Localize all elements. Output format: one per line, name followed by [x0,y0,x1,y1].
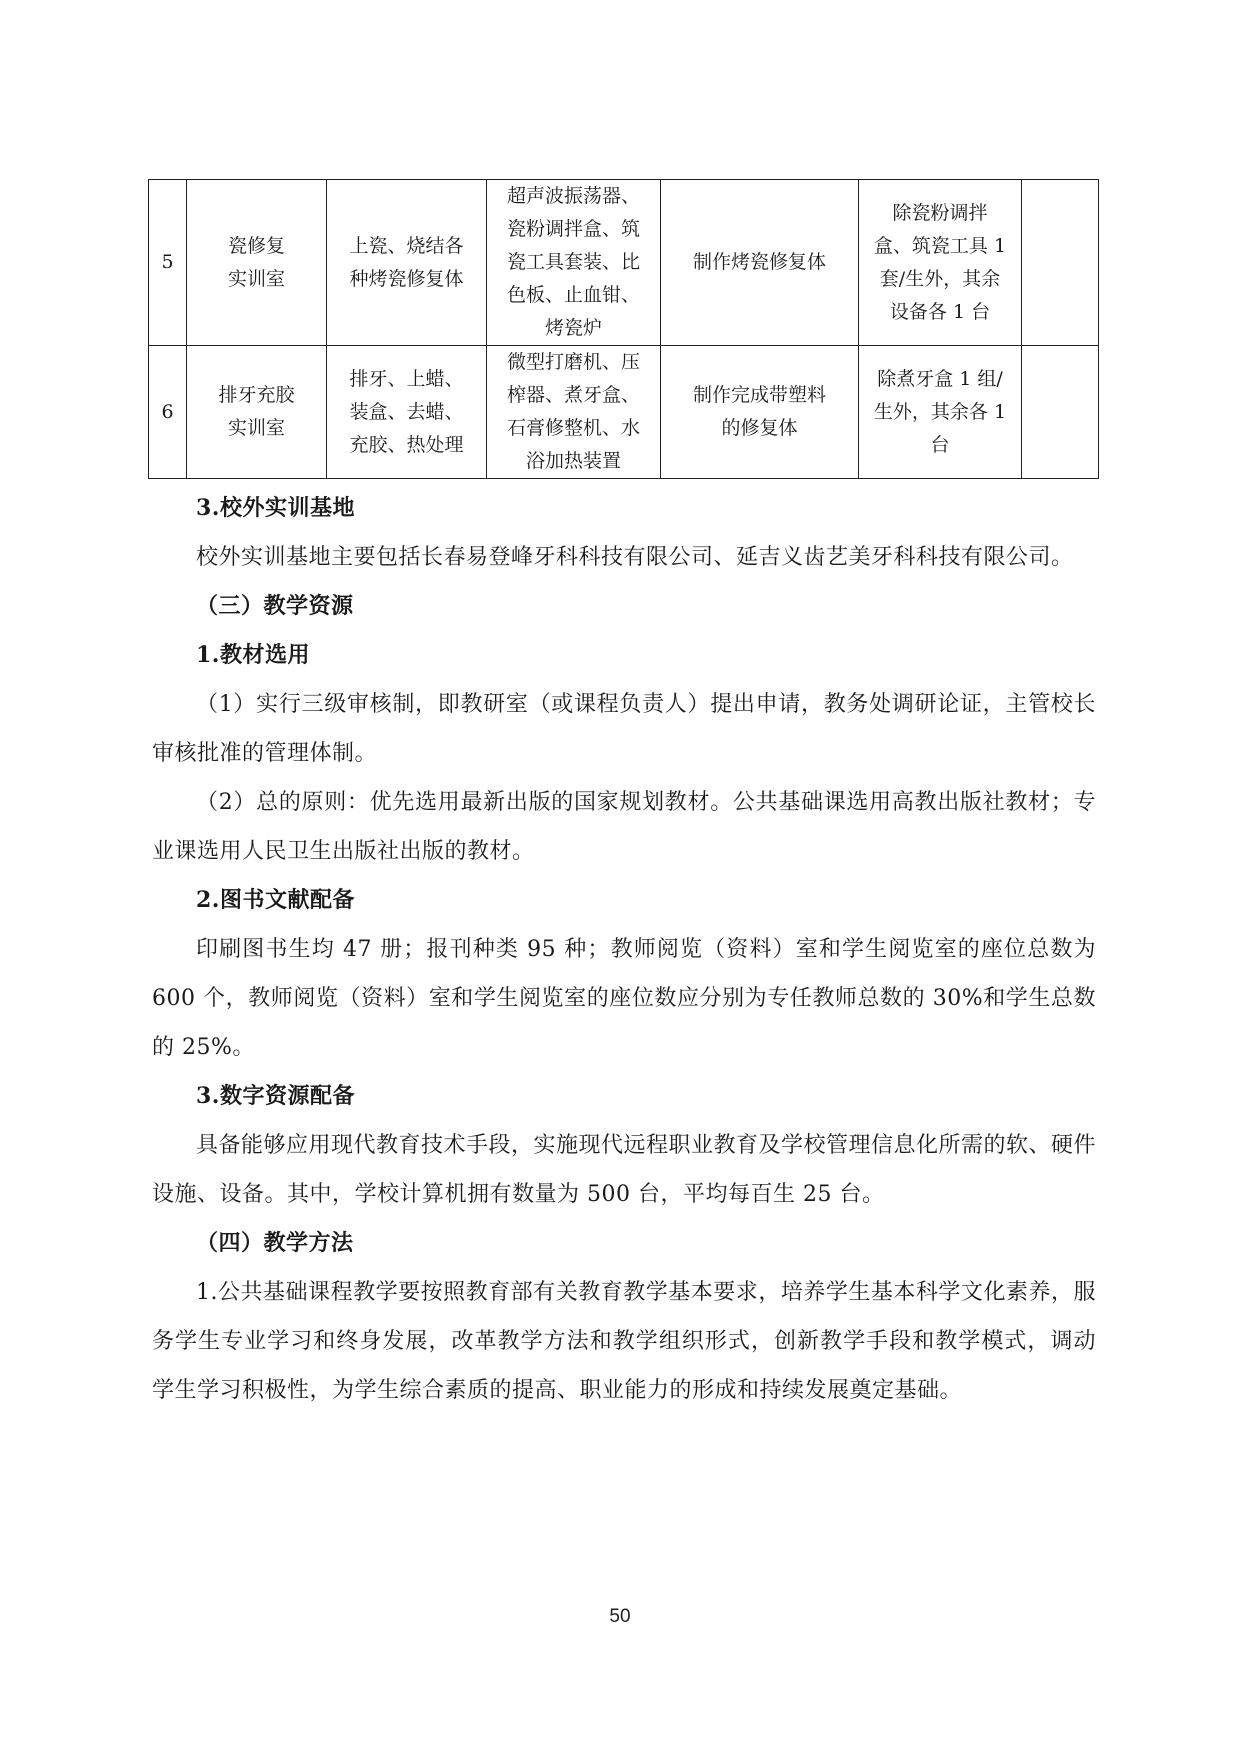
room-task: 制作烤瓷修复体 [661,180,859,346]
paragraph: 校外实训基地主要包括长春易登峰牙科科技有限公司、延吉义齿艺美牙科科技有限公司。 [196,545,1074,570]
section-heading: （四）教学方法 [196,1230,354,1256]
room-task: 制作完成带塑料 的修复体 [661,346,859,479]
room-equipment: 超声波振荡器、 瓷粉调拌盒、筑 瓷工具套装、比 色板、止血钳、 烤瓷炉 [487,180,661,346]
paragraph: 具备能够应用现代教育技术手段，实施现代远程职业教育及学校管理信息化所需的软、硬件设施、设备。其中，学校计算机拥有数量为 500 台，平均每百生 25 台。 [152,1133,1097,1207]
room-function: 排牙、上蜡、 装盒、去蜡、 充胶、热处理 [327,346,487,479]
paragraph: （2）总的原则：优先选用最新出版的国家规划教材。公共基础课选用高教出版社教材；专业课选用人民卫生出版社出版的教材。 [152,790,1096,864]
section-heading: 3.数字资源配备 [196,1083,355,1109]
room-quantity: 除煮牙盒 1 组/ 生外，其余各 1 台 [859,346,1022,479]
paragraph: 1.公共基础课程教学要按照教育部有关教育教学基本要求，培养学生基本科学文化素养，服务学生专业学习和终身发展，改革教学方法和教学组织形式，创新教学手段和教学模式，调动学生学习积极性，为学生综合素质的提高、职业能力的形成和持续发展奠定基础。 [152,1280,1096,1403]
row-number: 5 [149,180,187,346]
table-row [149,346,1099,479]
section-heading: 2.图书文献配备 [196,887,355,913]
room-function: 上瓷、烧结各 种烤瓷修复体 [327,180,487,346]
room-name: 瓷修复 实训室 [187,180,327,346]
section-heading: 1.教材选用 [196,642,310,668]
paragraph: （1）实行三级审核制，即教研室（或课程负责人）提出申请，教务处调研论证，主管校长审核批准的管理体制。 [152,692,1096,766]
training-room-table [148,179,1099,479]
row-number: 6 [149,346,187,479]
body-text [152,484,1096,1415]
room-quantity: 除瓷粉调拌 盒、筑瓷工具 1 套/生外，其余 设备各 1 台 [859,180,1022,346]
room-equipment: 微型打磨机、压 榨器、煮牙盒、 石膏修整机、水 浴加热装置 [487,346,661,479]
section-heading: （三）教学资源 [196,593,354,619]
room-note [1022,346,1099,479]
page-number: 50 [609,1606,631,1627]
paragraph: 印刷图书生均 47 册；报刊种类 95 种；教师阅览（资料）室和学生阅览室的座位总数为 600 个，教师阅览（资料）室和学生阅览室的座位数应分别为专任教师总数的 30%和学生总数的 25%。 [152,937,1096,1060]
room-name: 排牙充胶 实训室 [187,346,327,479]
table-row [149,180,1099,346]
section-heading: 3.校外实训基地 [196,495,355,521]
room-note [1022,180,1099,346]
